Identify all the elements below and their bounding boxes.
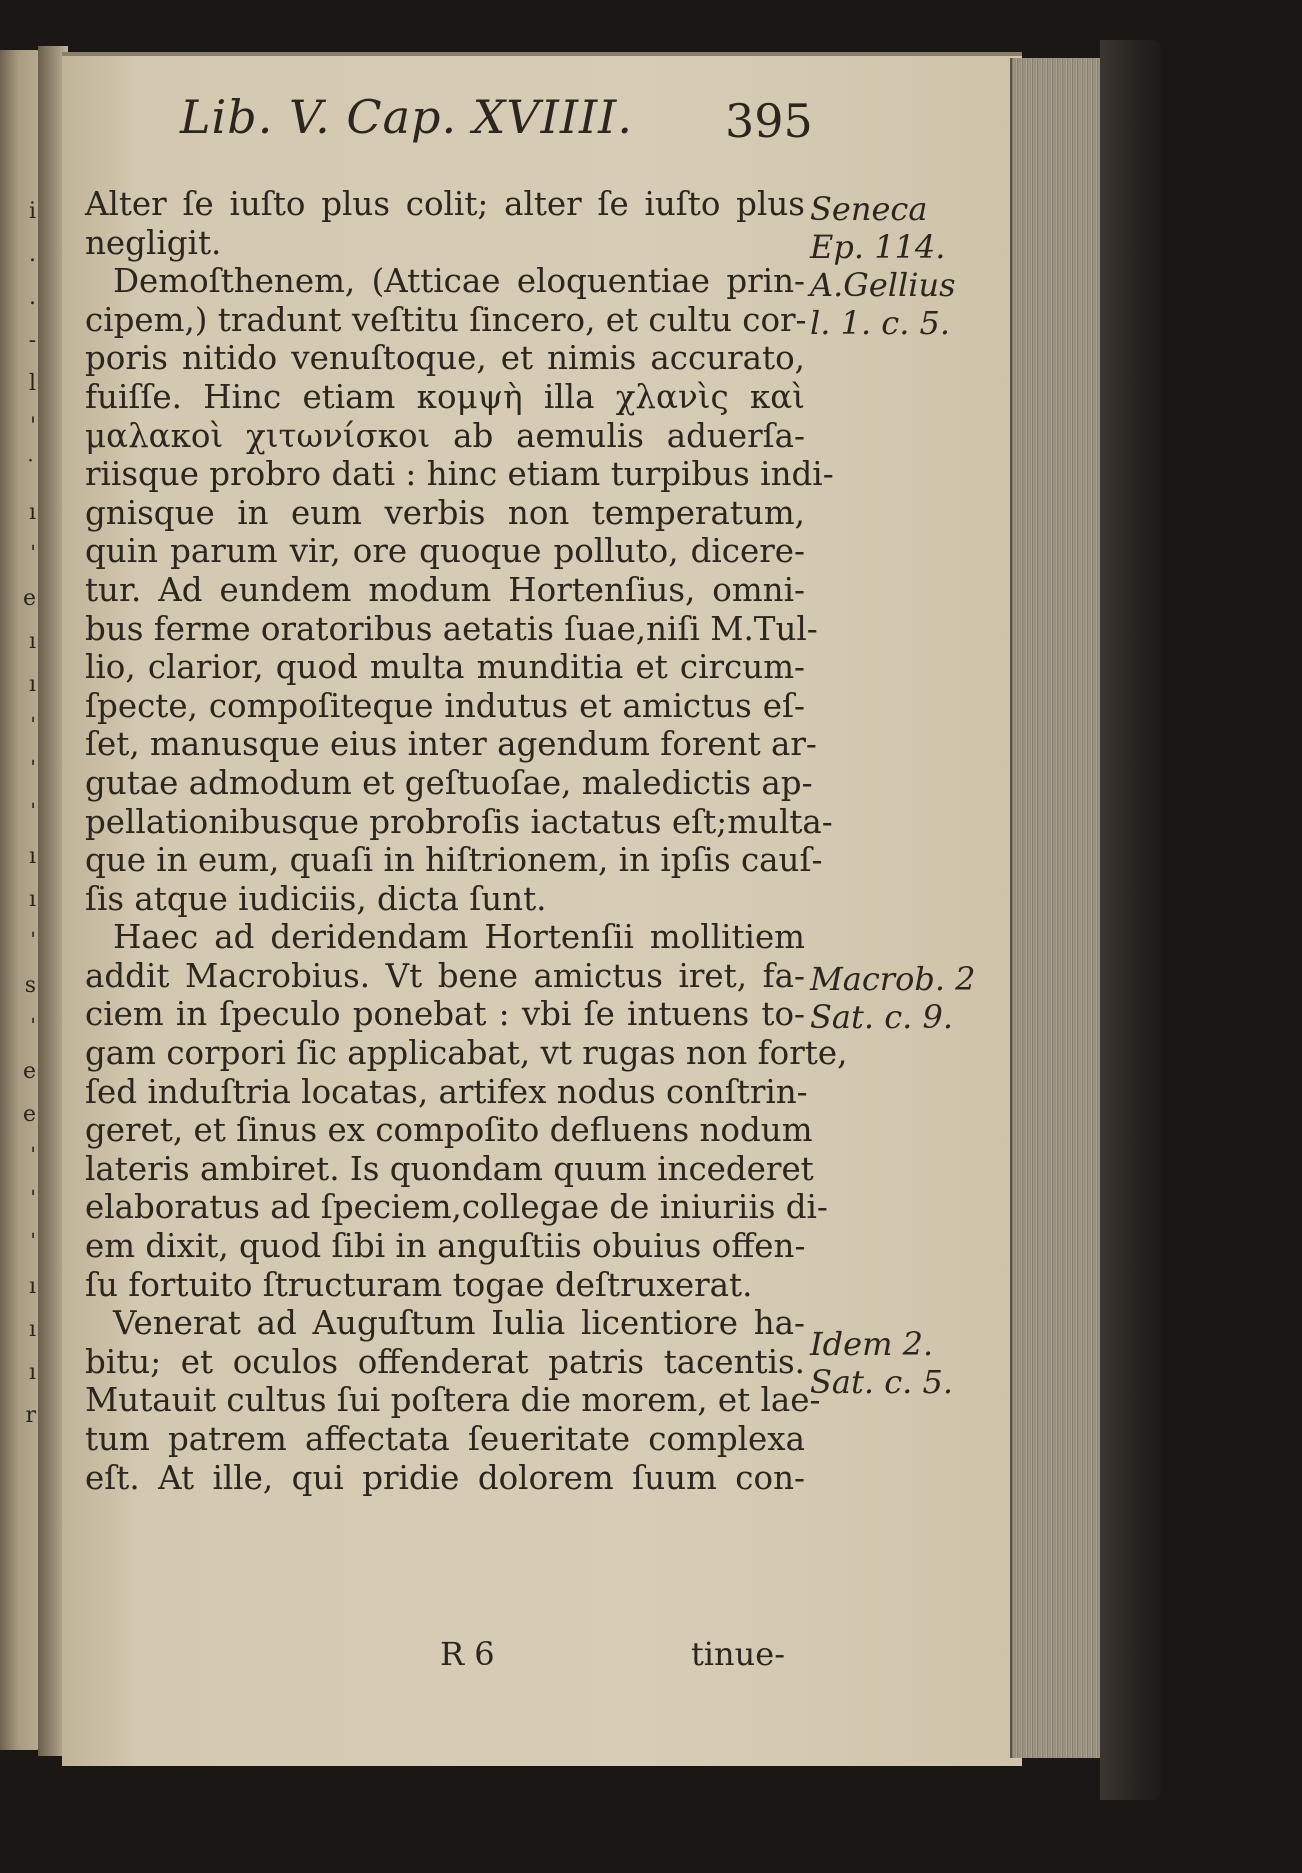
facing-page-letter: ˈ — [29, 1145, 36, 1170]
running-head: Lib. V. Cap. XVIIII. — [180, 90, 633, 144]
facing-page-letter: ı — [28, 672, 36, 697]
text-line: Alter ſe iuſto plus colit; alter ſe iuſto plus — [85, 185, 805, 223]
text-line: Demoſthenem, (Atticae eloquentiae prin- — [113, 262, 805, 301]
text-line: ſis atque iudiciis, dicta ſunt. — [85, 879, 547, 918]
facing-page-letter: ˈ — [29, 543, 36, 568]
facing-page-letter: ˈ — [29, 801, 36, 826]
margin-note-line: l. 1. c. 5. — [810, 304, 951, 342]
facing-page-letter: i — [28, 199, 36, 224]
facing-page-letter: e — [22, 1059, 36, 1084]
facing-page-letter: ˈ — [29, 1231, 36, 1256]
text-line: quin parum vir, ore quoque polluto, dicere- — [85, 532, 805, 571]
text-line: bitu; et oculos offenderat patris tacentis. — [85, 1342, 805, 1381]
facing-page-letter: ı — [28, 887, 36, 912]
facing-page-letter: ˈ — [29, 1188, 36, 1213]
text-line: eſt. At ille, qui pridie dolorem ſuum con- — [85, 1458, 805, 1497]
facing-page-letter: l — [28, 371, 36, 396]
margin-note-line: A.Gellius — [810, 266, 956, 304]
facing-page-letter: e — [22, 586, 36, 611]
margin-note-line: Seneca — [810, 190, 928, 228]
facing-page-letter: ı — [28, 1317, 36, 1342]
text-line: bus ferme oratoribus aetatis ſuae,niſi M.Tul- — [85, 609, 818, 648]
text-line: poris nitido venuſtoque, et nimis accurato, — [85, 339, 805, 378]
text-line: ſed induſtria locatas, artifex nodus conſtrin- — [85, 1072, 808, 1111]
text-line: Mutauit cultus ſui poſtera die morem, et lae- — [85, 1381, 821, 1420]
facing-page-letter: ˈ — [29, 930, 36, 955]
margin-note-line: Sat. c. 5. — [810, 1363, 953, 1401]
text-line: lateris ambiret. Is quondam quum incederet — [85, 1149, 814, 1188]
facing-page-edge — [0, 50, 42, 1750]
text-line: tur. Ad eundem modum Hortenſius, omni- — [85, 570, 805, 609]
facing-page-letter: ˈ — [29, 715, 36, 740]
margin-note-line: Macrob. 2 — [810, 960, 976, 998]
body-text — [85, 185, 848, 1497]
facing-page-letter: ˈ — [29, 1016, 36, 1041]
signature-mark: R 6 — [440, 1635, 495, 1673]
facing-page-letter: ˈ — [29, 758, 36, 783]
margin-note-seneca — [810, 190, 956, 342]
text-line: elaboratus ad ſpeciem,collegae de iniuriis di- — [85, 1188, 828, 1227]
text-line: ſu fortuito ſtructuram togae deſtruxerat. — [85, 1265, 753, 1304]
text-line: ciem in ſpeculo ponebat : vbi ſe intuens to- — [85, 995, 805, 1034]
text-line: riisque probro dati : hinc etiam turpibus indi- — [85, 455, 834, 494]
text-line: gam corpori ſic applicabat, vt rugas non forte, — [85, 1034, 848, 1073]
margin-note-line: Ep. 114. — [810, 228, 946, 266]
margin-note-idem — [810, 1325, 953, 1401]
page-number: 395 — [725, 94, 813, 148]
facing-page-letter: s — [24, 973, 36, 998]
facing-page-letters — [2, 190, 36, 1690]
facing-page-letter: ı — [28, 500, 36, 525]
text-line: tum patrem affectata ſeueritate complexa — [85, 1420, 805, 1458]
book-cover-edge — [1100, 40, 1162, 1800]
page-fore-edge — [1010, 58, 1107, 1758]
facing-page-letter: - — [28, 328, 36, 353]
margin-note-line: Sat. c. 9. — [810, 998, 953, 1036]
text-line: fuiſſe. Hinc etiam κομψὴ illa χλανὶς καὶ — [85, 377, 805, 416]
text-line: ſpecte, compoſiteque indutus et amictus eſ- — [85, 686, 805, 725]
facing-page-letter: ı — [28, 1274, 36, 1299]
text-line: gnisque in eum verbis non temperatum, — [85, 493, 805, 532]
facing-page-letter: . — [29, 285, 36, 310]
text-line: geret, et ſinus ex compoſito defluens nodum — [85, 1111, 813, 1150]
text-line: μαλακοὶ χιτωνίσκοι ab aemulis aduerſa- — [85, 416, 805, 455]
facing-page-letter: ' — [29, 414, 36, 439]
facing-page-letter: ı — [28, 844, 36, 869]
text-line: Haec ad deridendam Hortenſii mollitiem — [113, 918, 805, 957]
text-line: em dixit, quod ſibi in anguſtiis obuius offen- — [85, 1227, 806, 1266]
facing-page-letter: . — [29, 242, 36, 267]
facing-page-letter: ı — [28, 1360, 36, 1385]
text-line: Venerat ad Auguſtum Iulia licentiore ha- — [113, 1304, 805, 1343]
catchword: tinue- — [690, 1635, 785, 1673]
facing-page-letter: ı — [28, 629, 36, 654]
margin-note-line: Idem 2. — [810, 1325, 934, 1363]
facing-page-letter: e — [22, 1102, 36, 1127]
facing-page-letter: r — [25, 1403, 36, 1428]
text-line: cipem,) tradunt veſtitu ſincero, et cultu cor- — [85, 300, 807, 339]
text-line: pellationibusque probroſis iactatus eſt;multa- — [85, 802, 833, 841]
text-line: negligit. — [85, 223, 222, 262]
text-line: addit Macrobius. Vt bene amictus iret, fa- — [85, 956, 805, 995]
text-line: lio, clarior, quod multa munditia et circum- — [85, 648, 805, 687]
facing-page-letter: ˙ — [25, 457, 36, 482]
margin-note-macrobius — [810, 960, 976, 1036]
text-line: gutae admodum et geſtuoſae, maledictis ap- — [85, 763, 813, 802]
text-line: que in eum, quaſi in hiſtrionem, in ipſis cauſ- — [85, 841, 823, 880]
text-line: ſet, manusque eius inter agendum forent ar- — [85, 725, 817, 764]
